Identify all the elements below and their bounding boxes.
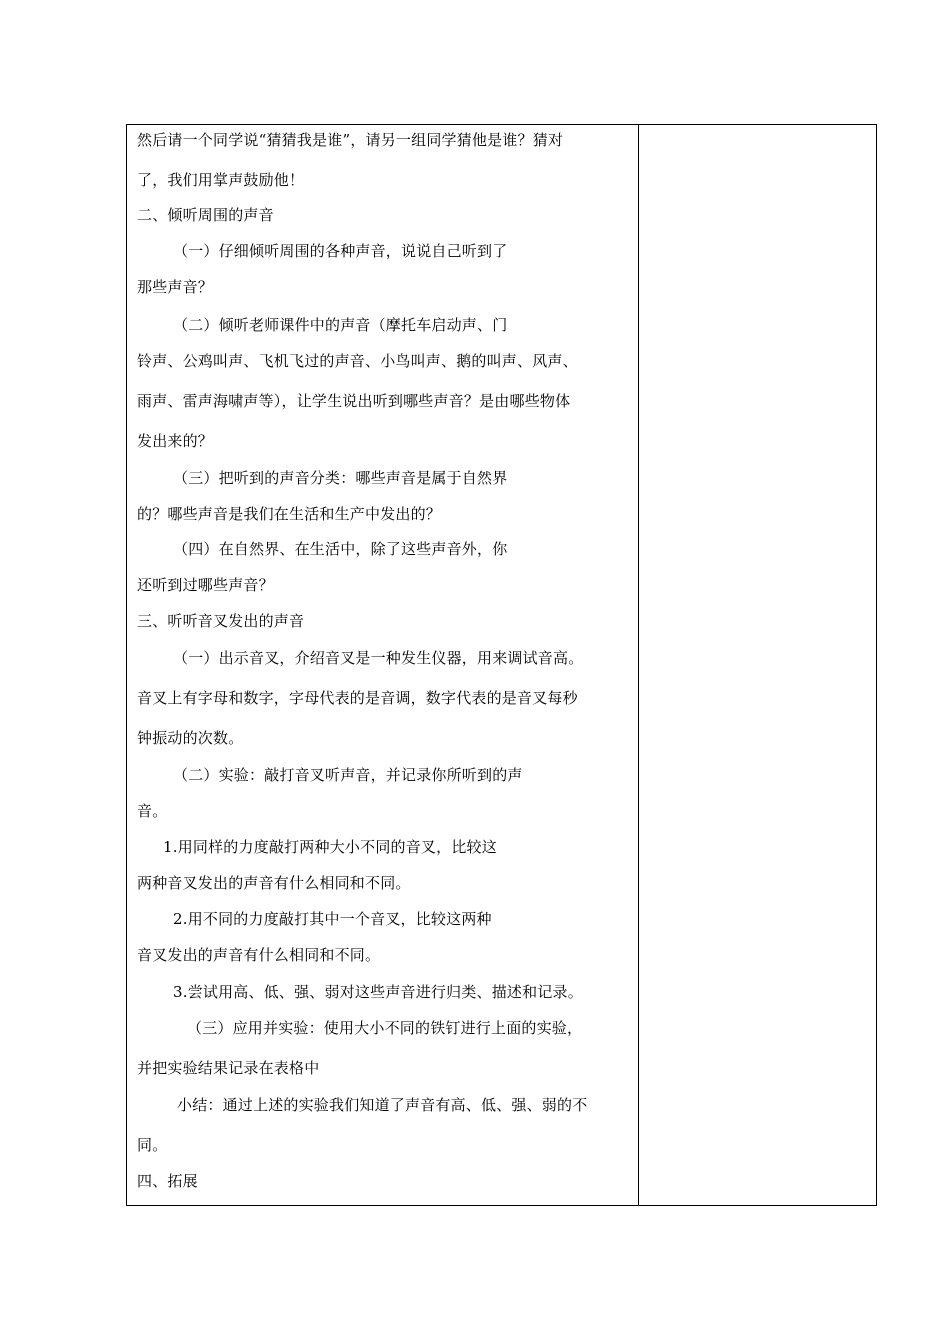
text-line: （二）倾听老师课件中的声音（摩托车启动声、门 xyxy=(173,316,508,334)
text-line: 那些声音？ xyxy=(137,278,214,296)
text-line: 两种音叉发出的声音有什么相同和不同。 xyxy=(137,874,411,892)
text-line: 发出来的？ xyxy=(137,432,214,450)
section-heading: 二、倾听周围的声音 xyxy=(137,206,274,224)
text-line: 还听到过哪些声音？ xyxy=(137,576,274,594)
text-line: 1.用同样的力度敲打两种大小不同的音叉，比较这 xyxy=(163,838,497,856)
text-line: （一）仔细倾听周围的各种声音，说说自己听到了 xyxy=(173,242,508,260)
lesson-table xyxy=(126,124,877,1206)
text-line: 音。 xyxy=(137,802,168,820)
text-line: （一）出示音叉，介绍音叉是一种发生仪器，用来调试音高。 xyxy=(173,649,584,667)
text-line: 了，我们用掌声鼓励他！ xyxy=(137,171,305,189)
text-line: 2.用不同的力度敲打其中一个音叉，比较这两种 xyxy=(173,910,492,928)
text-line: （三）应用并实验：使用大小不同的铁钉进行上面的实验， xyxy=(187,1019,583,1037)
lesson-content-cell xyxy=(127,125,638,1205)
notes-cell xyxy=(639,125,876,1205)
text-line: 然后请一个同学说“猜猜我是谁”，请另一组同学猜他是谁？猜对 xyxy=(137,131,564,149)
text-line: 铃声、公鸡叫声、飞机飞过的声音、小鸟叫声、鹅的叫声、风声、 xyxy=(137,352,578,370)
text-line: 钟振动的次数。 xyxy=(137,729,244,747)
text-line: （三）把听到的声音分类：哪些声音是属于自然界 xyxy=(173,469,508,487)
text-line: 的？哪些声音是我们在生活和生产中发出的？ xyxy=(137,505,442,523)
text-line: 音叉上有字母和数字，字母代表的是音调，数字代表的是音叉每秒 xyxy=(137,689,578,707)
text-line: 雨声、雷声海啸声等），让学生说出听到哪些声音？是由哪些物体 xyxy=(137,392,571,410)
text-line: 小结：通过上述的实验我们知道了声音有高、低、强、弱的不 xyxy=(177,1096,588,1114)
text-line: （四）在自然界、在生活中，除了这些声音外，你 xyxy=(173,540,508,558)
section-heading: 三、听听音叉发出的声音 xyxy=(137,612,305,630)
text-line: （二）实验：敲打音叉听声音，并记录你所听到的声 xyxy=(173,766,523,784)
text-line: 同。 xyxy=(137,1136,168,1154)
text-line: 音叉发出的声音有什么相同和不同。 xyxy=(137,946,381,964)
text-line: 3.尝试用高、低、强、弱对这些声音进行归类、描述和记录。 xyxy=(173,983,583,1001)
section-heading: 四、拓展 xyxy=(137,1172,198,1190)
text-line: 并把实验结果记录在表格中 xyxy=(137,1059,320,1077)
